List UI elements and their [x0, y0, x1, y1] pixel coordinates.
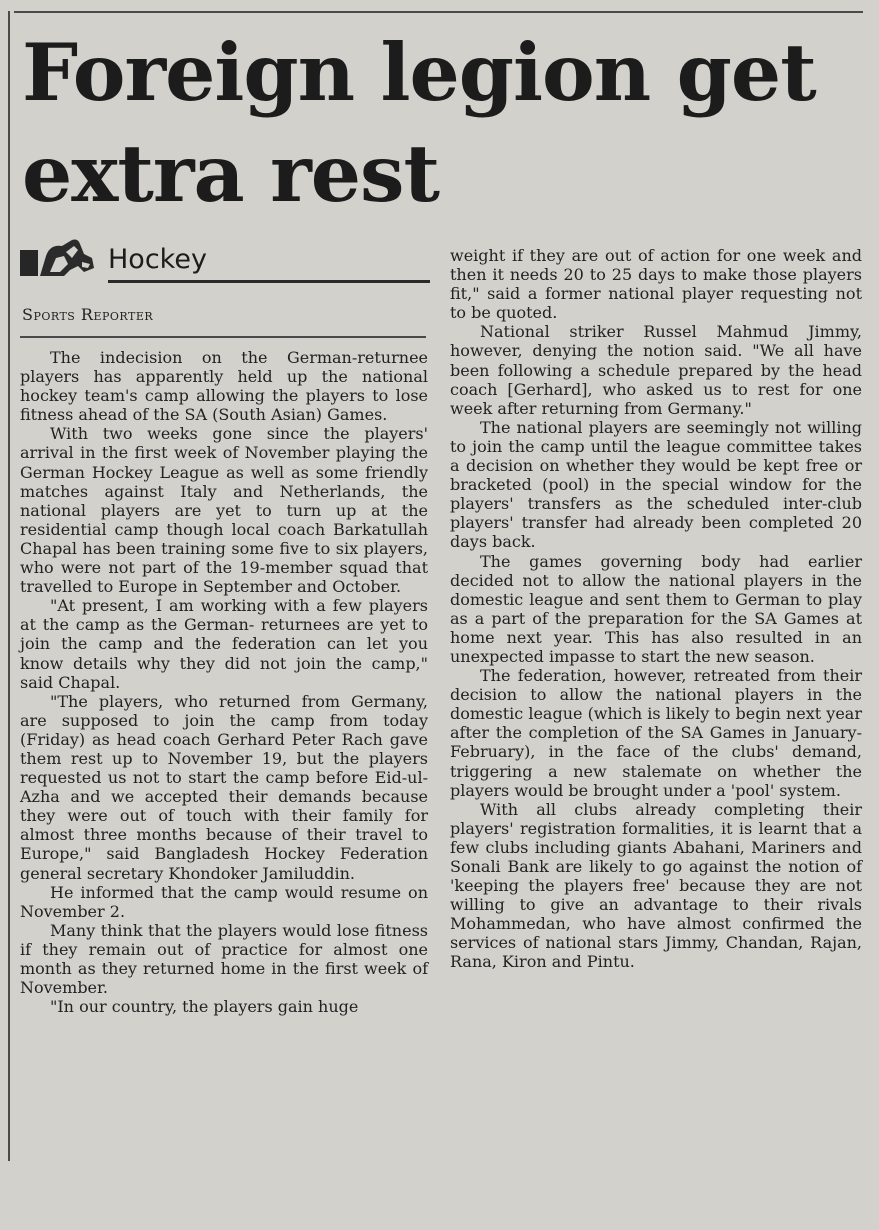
article-column-left — [20, 348, 428, 1016]
paragraph-continuation: weight if they are out of action for one week and then it needs 20 to 25 days to make those players fit," said a former national player requesting not to be quoted. — [450, 246, 862, 323]
paragraph: "At present, I am working with a few players at the camp as the German- returnees are yet to join the camp and the federation can let you know details why they did not join the camp," said Chapal. — [20, 596, 428, 692]
top-rule — [14, 11, 863, 13]
section-rule — [108, 280, 430, 283]
paragraph: The indecision on the German-returnee players has apparently held up the national hockey team's camp allowing the players to lose fitness ahead of the SA (South Asian) Games. — [20, 348, 428, 425]
paragraph: "The players, who returned from Germany, are supposed to join the camp from today (Friday) as head coach Gerhard Peter Rach gave them rest up to November 19, but the players requested us not to start the camp before Eid-ul-Azha and we accepted their demands because they were out of touch with their family for almost three months because of their travel to Europe," said Bangladesh Hockey Federation general secretary Khondoker Jamiluddin. — [20, 691, 428, 883]
paragraph: The federation, however, retreated from their decision to allow the national players in the domestic league (which is likely to begin next year after the completion of the SA Games in January-February), in the face of the clubs' demand, triggering a new stalemate on whether the players would be brought under a 'pool' system. — [450, 666, 862, 800]
paragraph: With two weeks gone since the players' arrival in the first week of November playing the German Hockey League as well as some friendly matches against Italy and Netherlands, the national players are yet to turn up at the residential camp though local coach Barkatullah Chapal has been training some five to six players, who were not part of the 19-member squad that travelled to Europe in September and October. — [20, 424, 428, 597]
headline — [22, 22, 862, 224]
hockey-player-icon — [20, 236, 100, 278]
paragraph: He informed that the camp would resume on November 2. — [20, 882, 428, 921]
byline: Sports Reporter — [22, 305, 154, 324]
paragraph: With all clubs already completing their players' registration formalities, it is learnt that a few clubs including giants Abahani, Mariners and Sonali Bank are likely to go against the notion of 'keeping the players free' because they are not willing to give an advantage to their rivals Mohammedan, who have almost confirmed the services of national stars Jimmy, Chandan, Rajan, Rana, Kiron and Pintu. — [450, 799, 862, 972]
section-label: Hockey — [108, 244, 207, 275]
left-column-rule — [8, 11, 10, 1161]
byline-rule — [20, 336, 426, 338]
headline-line-1: Foreign legion get — [22, 26, 816, 119]
paragraph: Many think that the players would lose fitness if they remain out of practice for almost one month as they returned home in the first week of November. — [20, 920, 428, 998]
section-tag — [20, 236, 428, 284]
paragraph: National striker Russel Mahmud Jimmy, however, denying the notion said. "We all have been following a schedule prepared by the head coach [Gerhard], who asked us to rest for one week after returning from Germany." — [450, 322, 862, 418]
paragraph: "In our country, the players gain huge — [50, 997, 359, 1017]
paragraph: The games governing body had earlier decided not to allow the national players in the domestic league and sent them to German to play as a part of the preparation for the SA Games at home next year. This has also resulted in an unexpected impasse to start the new season. — [450, 551, 862, 666]
paragraph: The national players are seemingly not willing to join the camp until the league committee takes a decision on whether they would be kept free or bracketed (pool) in the special window for the players' transfers as the scheduled inter-club players' transfer had already been completed 20 days back. — [450, 417, 862, 552]
headline-line-2: extra rest — [22, 127, 440, 220]
article-column-right — [450, 246, 862, 972]
